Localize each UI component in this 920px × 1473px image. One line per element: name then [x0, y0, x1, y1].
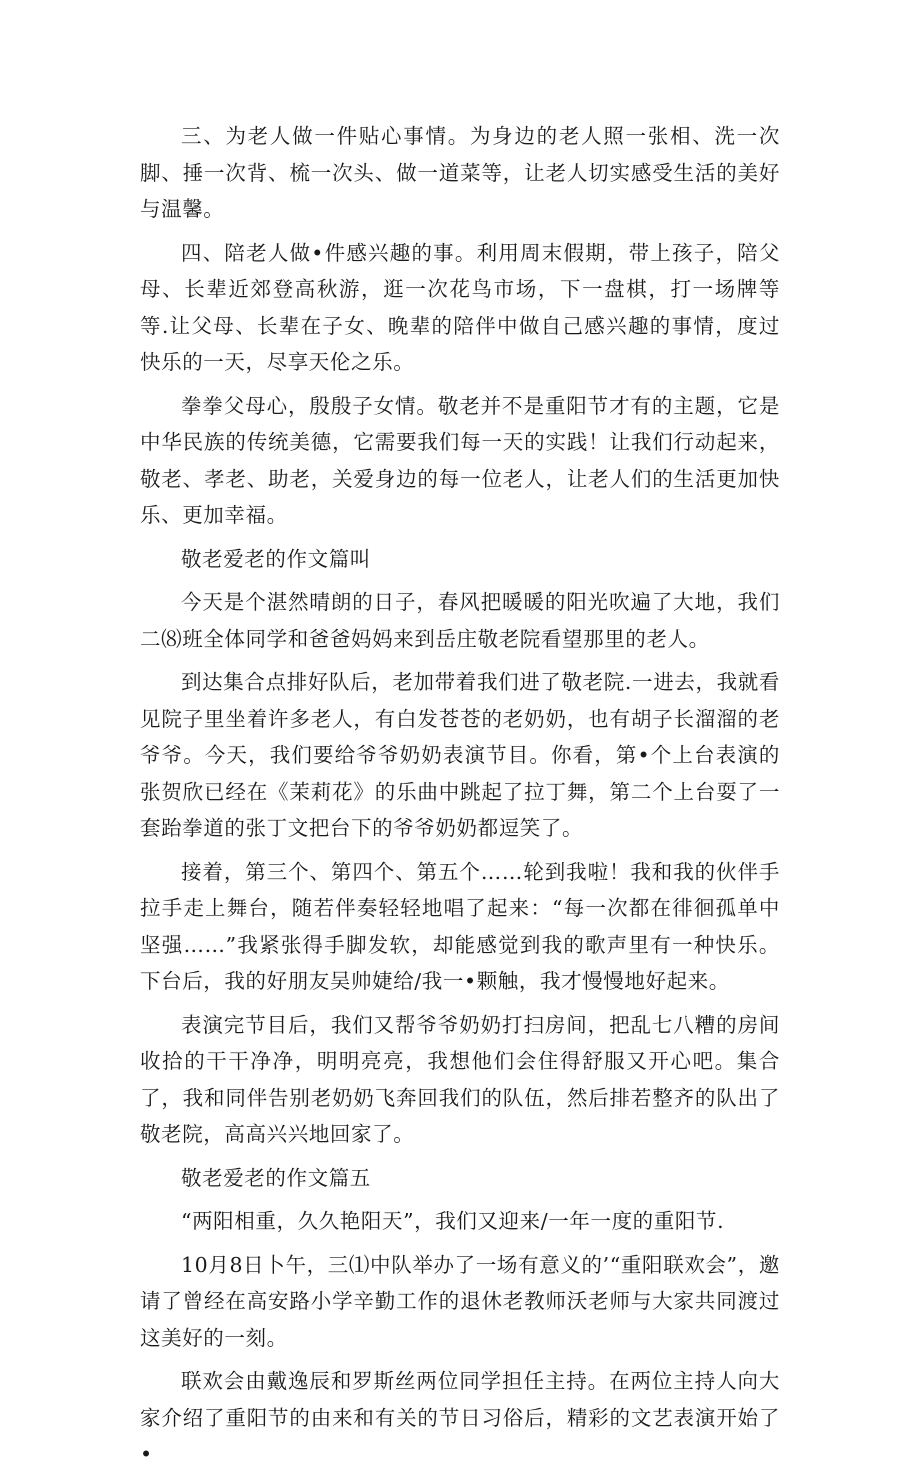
paragraph-7: 接着，第三个、第四个、第五个……轮到我啦！我和我的伙伴手拉手走上舞台，随若伴奏轻轻地唱了起来：“每一次都在徘徊孤单中坚强……”我紧张得手脚发软，却能感觉到我的歌声里有一种快乐。下台后，我的好朋友吴帅婕给/我一•颗触，我才慢慢地好起来。 [140, 859, 780, 993]
paragraph-3: 拳拳父母心，殷殷子女情。敬老并不是重阳节才有的主题，它是中华民族的传统美德，它需要我们每一天的实践！让我们行动起来，敬老、孝老、助老，关爱身边的每一位老人，让老人们的生活更加快乐、更加幸福。 [140, 393, 780, 527]
paragraph-2: 四、陪老人做•件感兴趣的事。利用周末假期，带上孩子，陪父母、长辈近郊登高秋游，逛一次花鸟市场，下一盘棋，打一场牌等等.让父母、长辈在子女、晚辈的陪伴中做自己感兴趣的事情，度过快乐的一天，尽享天伦之乐。 [140, 240, 780, 374]
paragraph-5: 今天是个湛然晴朗的日子，春风把暖暖的阳光吹遍了大地，我们二⑻班全体同学和爸爸妈妈来到岳庄敬老院看望那里的老人。 [140, 590, 780, 651]
paragraph-1: 三、为老人做一件贴心事情。为身边的老人照一张相、洗一次脚、捶一次背、梳一次头、做一道菜等，让老人切实感受生活的美好与温馨。 [140, 124, 780, 221]
paragraph-9: “两阳相重，久久艳阳天”，我们又迎来/一年一度的重阳节. [181, 1209, 725, 1233]
paragraph-10: 10月8日卜午，三⑴中队举办了一场有意义的’“重阳联欢会”，邀请了曾经在高安路小学辛勤工作的退休老教师沃老师与大家共同渡过这美好的一刻。 [140, 1252, 781, 1350]
paragraph-8: 表演完节目后，我们又帮爷爷奶奶打扫房间，把乱七八糟的房间收拾的干干净净，明明亮亮，我想他们会住得舒服又开心吧。集合了，我和同伴告别老奶奶飞奔回我们的队伍，然后排若整齐的队出了敬老院，高高兴兴地回家了。 [140, 1012, 780, 1146]
paragraph-6: 到达集合点排好队后，老加带着我们进了敬老院.一进去，我就看见院子里坐着许多老人，有白发苍苍的老奶奶，也有胡子长溜溜的老爷爷。今天，我们要给爷爷奶奶表演节目。你看，第•个上台表演的张贺欣已经在《茉莉花》的乐曲中跳起了拉丁舞，第二个上台耍了一套跆拳道的张丁文把台下的爷爷奶奶都逗笑了。 [140, 670, 780, 840]
paragraph-11: 联欢会由戴逸辰和罗斯丝两位同学担任主持。在两位主持人向大家介绍了重阳节的由来和有关的节日习俗后，精彩的文艺表演开始了• [140, 1369, 780, 1466]
section-heading-4: 敬老爱老的作文篇叫 [181, 546, 371, 571]
section-heading-5: 敬老爱老的作文篇五 [181, 1165, 371, 1190]
